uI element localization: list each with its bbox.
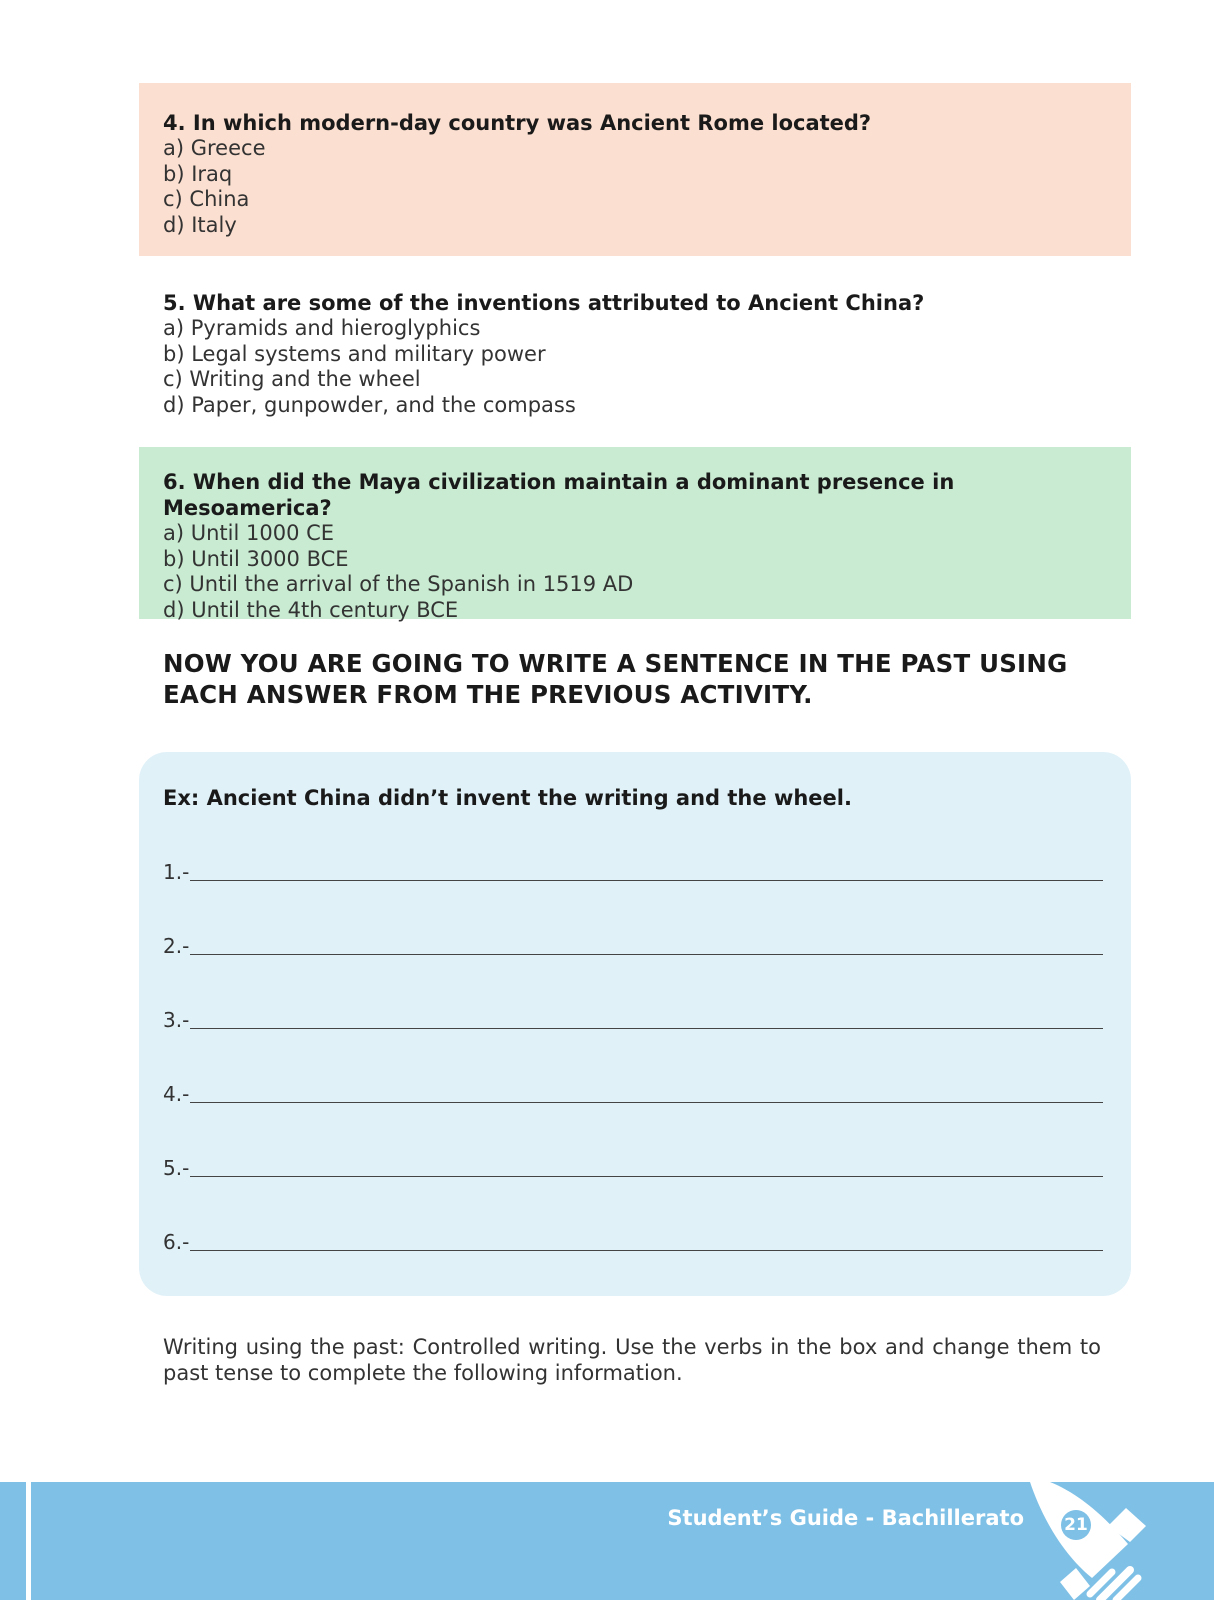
footer-stripe xyxy=(26,1482,31,1600)
answer-line-6[interactable] xyxy=(163,1228,1103,1254)
line-number: 3.- xyxy=(163,1008,190,1032)
footer-title: Student’s Guide - Bachillerato xyxy=(667,1506,1024,1530)
page-footer xyxy=(0,1482,1214,1600)
option-a: a) Pyramids and hieroglyphics xyxy=(163,316,481,340)
line-number: 4.- xyxy=(163,1082,190,1106)
option-b: b) Legal systems and military power xyxy=(163,341,546,366)
answer-line-2[interactable] xyxy=(163,932,1103,958)
question-text: 5. What are some of the inventions attributed to Ancient China? xyxy=(163,291,925,315)
option-b: b) Until 3000 BCE xyxy=(163,546,349,571)
option-c: c) Until the arrival of the Spanish in 1519 AD xyxy=(163,572,634,597)
writing-rule xyxy=(190,1175,1103,1177)
answer-line-4[interactable] xyxy=(163,1080,1103,1106)
line-number: 6.- xyxy=(163,1230,190,1254)
writing-rule xyxy=(190,879,1103,881)
option-c: c) Writing and the wheel xyxy=(163,367,421,392)
question-6-box xyxy=(139,447,1131,623)
instruction-paragraph: Writing using the past: Controlled writing. Use the verbs in the box and change them to past tense to complete the following information. xyxy=(163,1335,1101,1385)
line-number: 5.- xyxy=(163,1156,190,1180)
example-sentence: Ex: Ancient China didn’t invent the writing and the wheel. xyxy=(163,786,852,810)
page-number: 21 xyxy=(1061,1510,1091,1540)
option-d: d) Paper, gunpowder, and the compass xyxy=(163,393,576,418)
writing-rule xyxy=(190,1249,1103,1251)
answer-line-1[interactable] xyxy=(163,858,1103,884)
activity-instruction: NOW YOU ARE GOING TO WRITE A SENTENCE IN THE PAST USING EACH ANSWER FROM THE PREVIOUS ACTIVITY. xyxy=(163,649,1068,709)
answer-line-3[interactable] xyxy=(163,1006,1103,1032)
writing-rule xyxy=(190,1101,1103,1103)
option-c: c) China xyxy=(163,187,250,212)
option-b: b) Iraq xyxy=(163,161,233,186)
option-d: d) Italy xyxy=(163,213,237,238)
rocket-icon xyxy=(1030,1482,1214,1600)
answer-line-5[interactable] xyxy=(163,1154,1103,1180)
question-text: 4. In which modern-day country was Ancient Rome located? xyxy=(163,111,872,135)
question-text: 6. When did the Maya civilization maintain a dominant presence in Mesoamerica? xyxy=(163,470,955,520)
line-number: 1.- xyxy=(163,860,190,884)
question-4-box xyxy=(139,83,1131,256)
option-d: d) Until the 4th century BCE xyxy=(163,598,459,623)
line-number: 2.- xyxy=(163,934,190,958)
writing-rule xyxy=(190,1027,1103,1029)
option-a: a) Until 1000 CE xyxy=(163,521,335,545)
writing-rule xyxy=(190,953,1103,955)
writing-box xyxy=(139,752,1131,1296)
question-5-box xyxy=(139,268,1131,438)
option-a: a) Greece xyxy=(163,136,266,160)
